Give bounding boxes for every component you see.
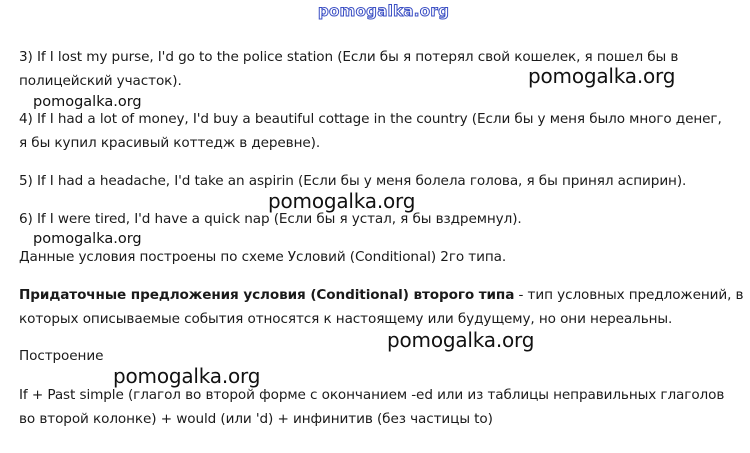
formula-line-2: во второй колонке) + would (или 'd) + инфинитив (без частицы to) [19,411,493,427]
watermark-4: pomogalka.org [33,231,142,247]
construction-heading: Построение [19,348,104,364]
sentence-5: 5) If I had a headache, I'd take an aspirin (Если бы у меня болела голова, я бы принял аспирин). [19,173,687,189]
definition-line-2: которых описываемые события относятся к настоящему или будущему, но они нереальны. [19,311,673,327]
definition-rest: - тип условных предложений, в [514,287,744,303]
formula-line-1: If + Past simple (глагол во второй форме с окончанием -ed или из таблицы неправильных глаголов [19,387,725,403]
watermark-5: pomogalka.org [387,328,535,352]
sentence-3-line-1: 3) If I lost my purse, I'd go to the police station (Если бы я потерял свой кошелек, я пошел бы в [19,49,679,65]
watermark-1: pomogalka.org [528,64,676,88]
definition-term: Придаточные предложения условия (Conditional) второго типа [19,287,515,303]
sentence-6: 6) If I were tired, I'd have a quick nap (Если бы я устал, я бы вздремнул). [19,211,522,227]
sentence-3-line-2: полицейский участок). [19,73,182,89]
watermark-2: pomogalka.org [33,94,142,110]
definition-line-1 [19,286,743,304]
sentence-4-line-1: 4) If I had a lot of money, I'd buy a beautiful cottage in the country (Если бы у меня было много денег, [19,111,722,127]
conditional-note: Данные условия построены по схеме Условий (Conditional) 2го типа. [19,249,507,265]
watermark-top: pomogalka.org [318,2,450,20]
watermark-3: pomogalka.org [268,189,416,213]
sentence-4-line-2: я бы купил красивый коттедж в деревне). [19,135,321,151]
watermark-6: pomogalka.org [113,364,261,388]
